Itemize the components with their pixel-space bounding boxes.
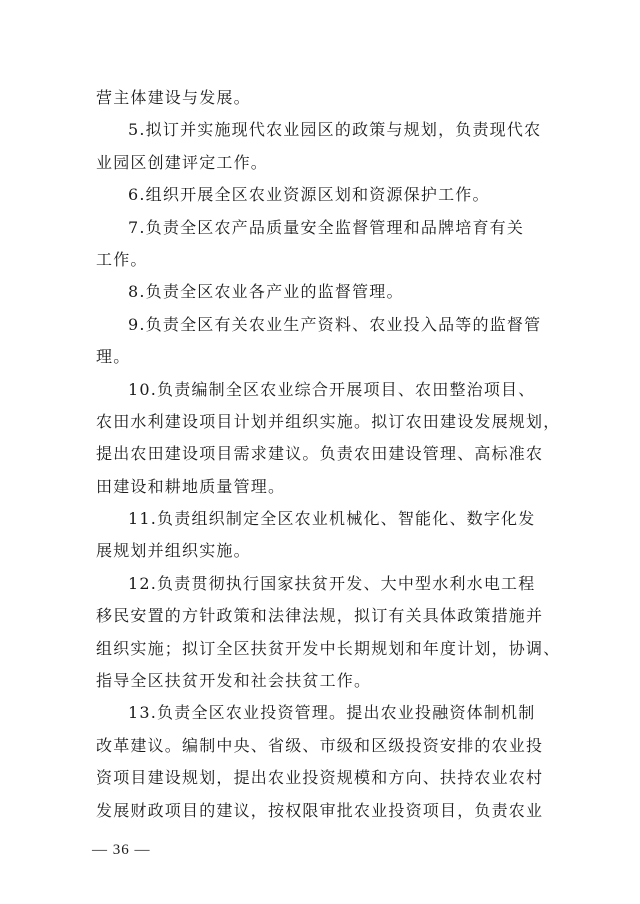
text-line: 11.负责组织制定全区农业机械化、智能化、数字化发 xyxy=(128,509,536,529)
text-line: 12.负责贯彻执行国家扶贫开发、大中型水利水电工程 xyxy=(128,573,536,593)
paragraph-item-5 xyxy=(96,114,548,179)
text-line: 指导全区扶贫开发和社会扶贫工作。 xyxy=(96,671,372,691)
text-line: 8.负责全区农业各产业的监督管理。 xyxy=(128,282,404,302)
text-line: 5.拟订并实施现代农业园区的政策与规划，负责现代农 xyxy=(128,120,542,140)
paragraph-item-8 xyxy=(96,276,548,308)
paragraph-continuation xyxy=(96,82,548,114)
text-line: 工作。 xyxy=(96,249,148,269)
paragraph-item-12 xyxy=(96,568,561,698)
text-line: 10.负责编制全区农业综合开展项目、农田整治项目、 xyxy=(128,379,536,399)
text-line: 发展财政项目的建议，按权限审批农业投资项目，负责农业 xyxy=(96,800,544,820)
text-line: 营主体建设与发展。 xyxy=(96,88,251,107)
text-line: 展规划并组织实施。 xyxy=(96,541,251,561)
text-line: 6.组织开展全区农业资源区划和资源保护工作。 xyxy=(128,185,490,205)
paragraph-item-6 xyxy=(96,179,548,211)
text-line: 农田水利建设项目计划并组织实施。拟订农田建设发展规划， xyxy=(96,411,561,431)
paragraph-item-9 xyxy=(96,309,548,374)
text-line: 提出农田建设项目需求建议。负责农田建设管理、高标准农 xyxy=(96,444,544,464)
text-line: 组织实施；拟订全区扶贫开发中长期规划和年度计划，协调、 xyxy=(96,638,561,658)
text-line: 理。 xyxy=(96,347,131,367)
text-line: 田建设和耕地质量管理。 xyxy=(96,476,286,496)
text-line: 9.负责全区有关农业生产资料、农业投入品等的监督管 xyxy=(128,314,542,334)
text-line: 改革建议。编制中央、省级、市级和区级投资安排的农业投 xyxy=(96,735,544,755)
page-number: — 36 — xyxy=(92,842,151,858)
paragraph-item-11 xyxy=(96,503,548,568)
paragraph-item-10 xyxy=(96,374,561,504)
text-line: 业园区创建评定工作。 xyxy=(96,152,269,172)
paragraph-item-13 xyxy=(96,697,548,827)
text-line: 13.负责全区农业投资管理。提出农业投融资体制机制 xyxy=(128,703,536,723)
document-body xyxy=(96,82,561,827)
paragraph-item-7 xyxy=(96,212,548,277)
text-line: 移民安置的方针政策和法律法规，拟订有关具体政策措施并 xyxy=(96,606,544,626)
text-line: 7.负责全区农产品质量安全监督管理和品牌培育有关 xyxy=(128,217,525,237)
text-line: 资项目建设规划，提出农业投资规模和方向、扶持农业农村 xyxy=(96,768,544,788)
